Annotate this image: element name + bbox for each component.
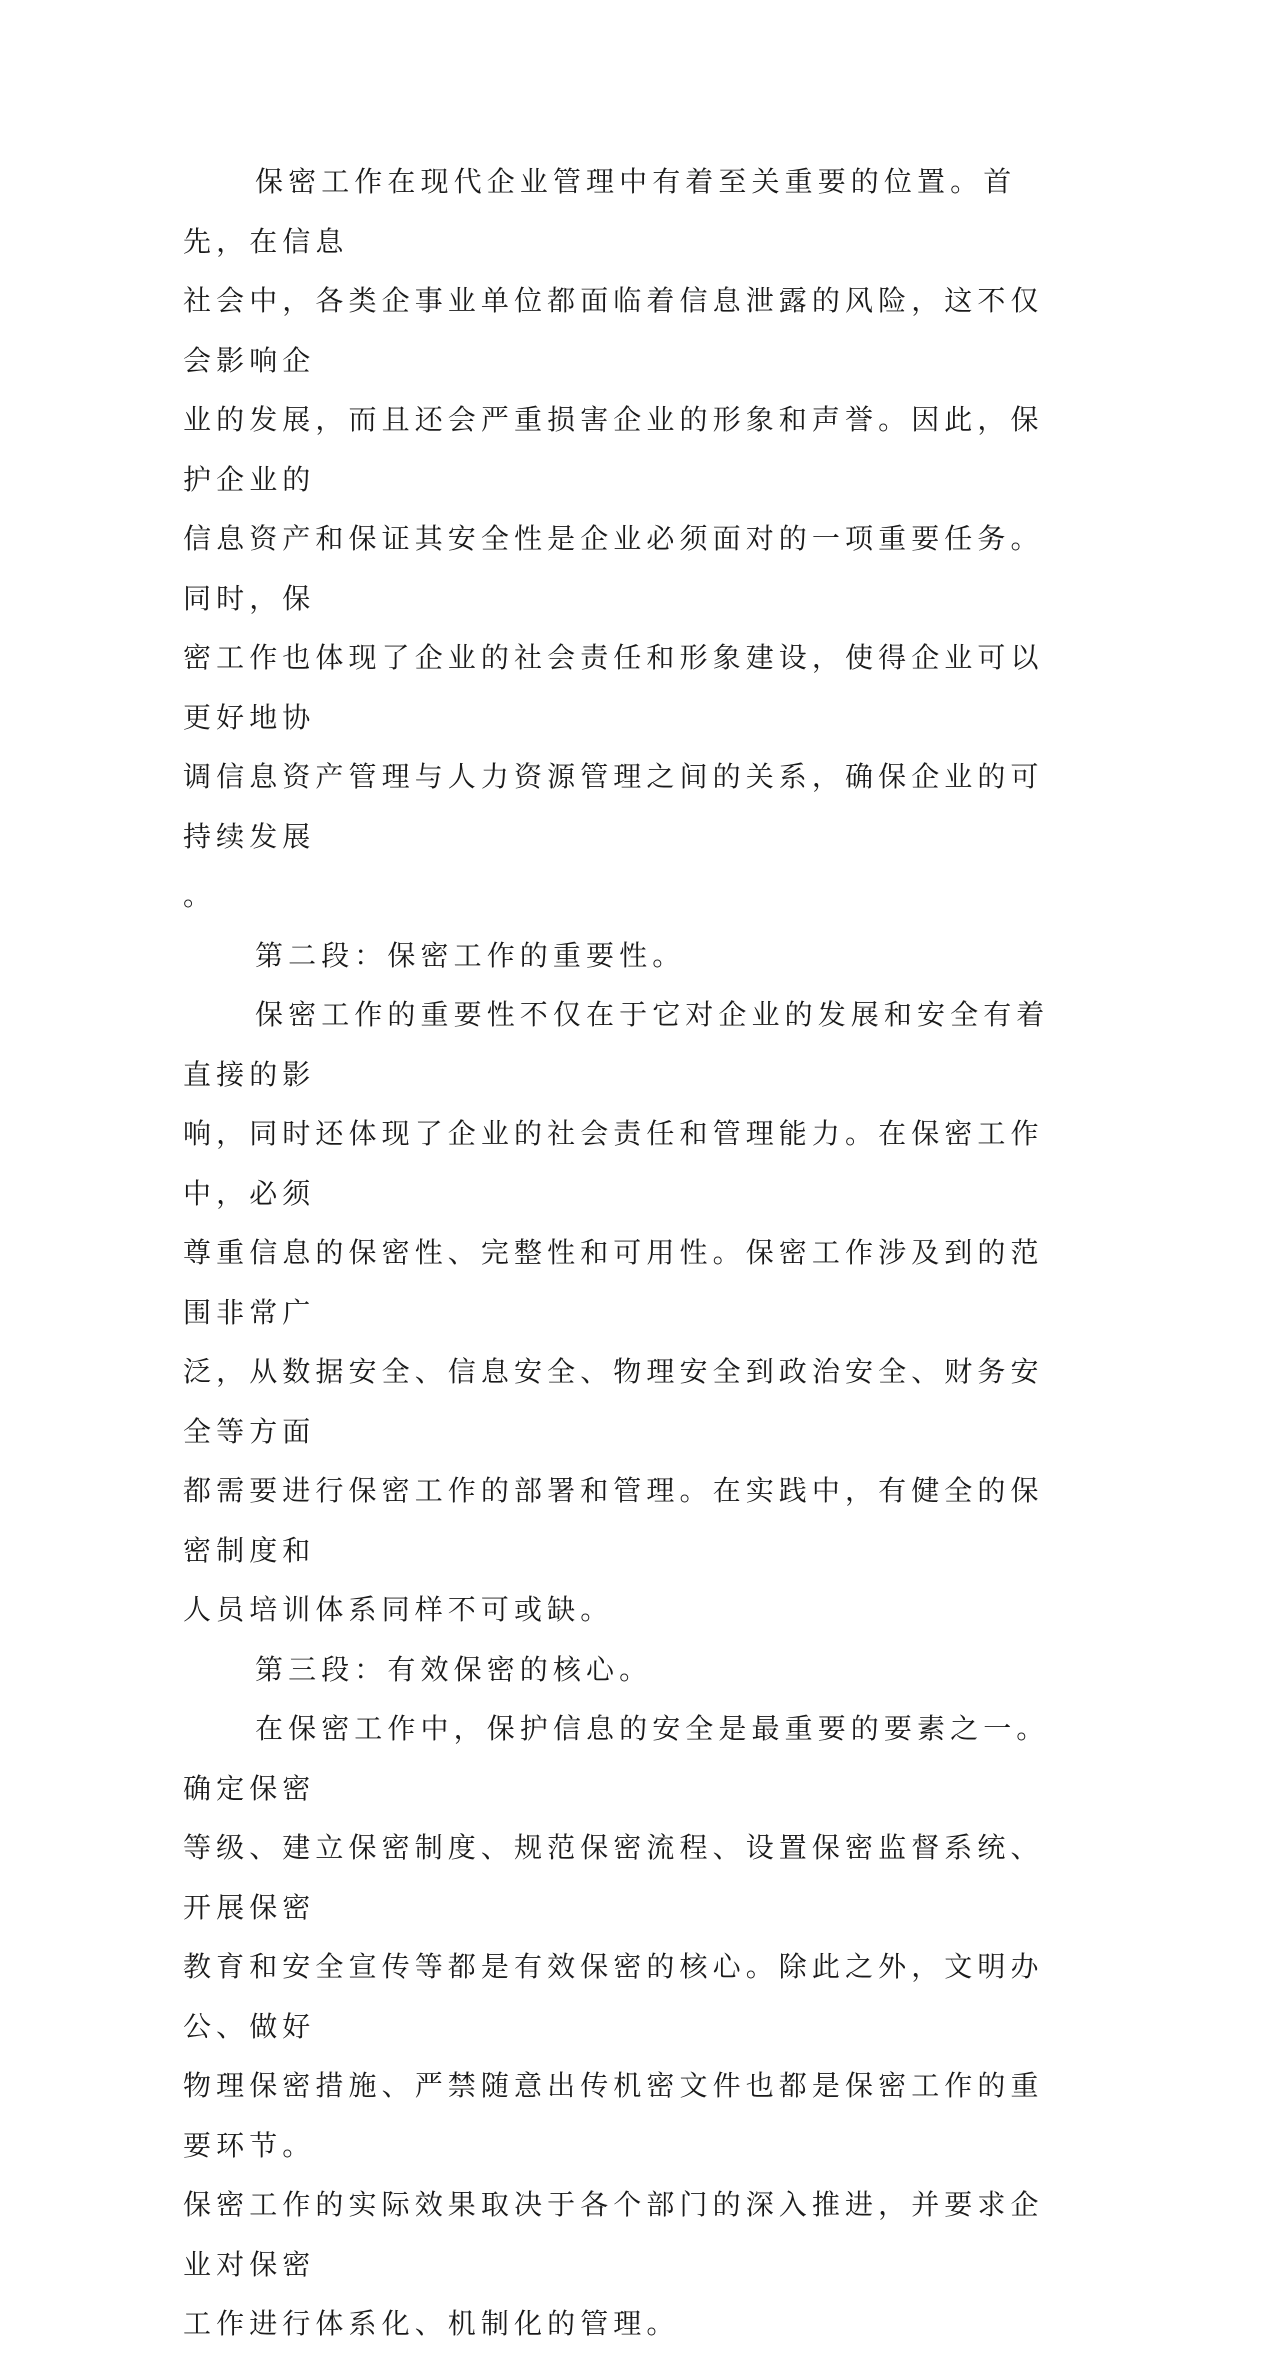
paragraph-intro: 保密工作在现代企业管理中有着至关重要的位置。首先，在信息 社会中，各类企事业单位都面临着信息泄露的风险，这不仅会影响企 业的发展，而且还会严重损害企业的形象和声誉。因此，保护企业的 信息资产和保证其安全性是企业必须面对的一项重要任务。同时，保 密工作也体现了企业的社会责任和形象建设，使得企业可以更好地协 调信息资产管理与人力资源管理之间的关系，确保企业的可持续发展 。 <box>183 165 1044 912</box>
paragraph-core: 在保密工作中，保护信息的安全是最重要的要素之一。确定保密 等级、建立保密制度、规范保密流程、设置保密监督系统、开展保密 教育和安全宣传等都是有效保密的核心。除此之外，文明办公、做好 物理保密措施、严禁随意出传机密文件也都是保密工作的重要环节。 保密工作的实际效果取决于各个部门的深入推进，并要求企业对保密 工作进行体系化、机制化的管理。 <box>183 1712 1050 2340</box>
document-body <box>183 152 1063 2354</box>
paragraph-importance: 保密工作的重要性不仅在于它对企业的发展和安全有着直接的影 响，同时还体现了企业的社会责任和管理能力。在保密工作中，必须 尊重信息的保密性、完整性和可用性。保密工作涉及到的范围非常广 泛，从数据安全、信息安全、物理安全到政治安全、财务安全等方面 都需要进行保密工作的部署和管理。在实践中，有健全的保密制度和 人员培训体系同样不可或缺。 <box>183 998 1050 1626</box>
section-heading-3: 第三段：有效保密的核心。 <box>255 1652 653 1686</box>
section-heading-2: 第二段：保密工作的重要性。 <box>255 938 686 972</box>
